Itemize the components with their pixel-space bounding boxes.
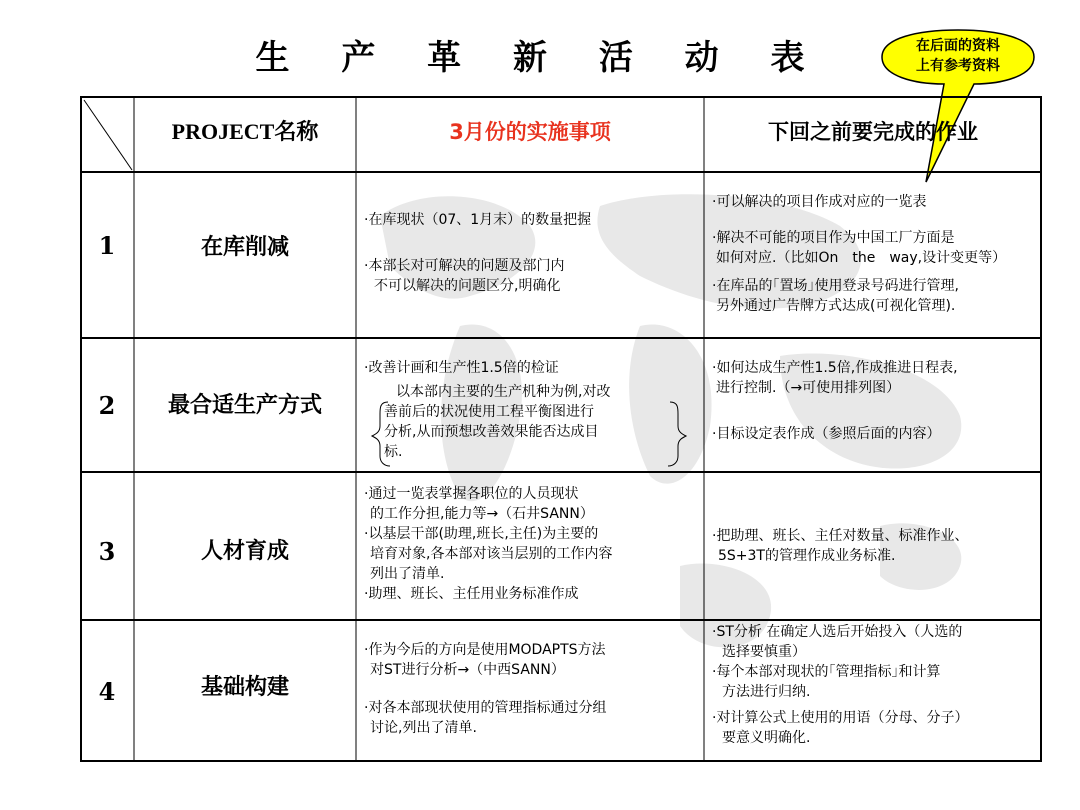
callout-balloon (878, 28, 1038, 86)
next-tasks-cell (712, 358, 1040, 444)
text-line: ·助理、班长、主任用业务标准作成 (364, 586, 579, 602)
text-line: 以本部内主要的生产机种为例,对改 (396, 384, 611, 400)
header-project-name: PROJECT名称 (171, 119, 319, 144)
project-name: 基础构建 (200, 675, 289, 700)
text-line: 讨论,列出了清单. (370, 720, 477, 736)
text-line: 的工作分担,能力等→（石井SANN） (370, 506, 594, 522)
callout-text (878, 36, 1038, 76)
text-line: 方法进行归纳. (722, 684, 811, 700)
text-line: 不可以解决的问题区分,明确化 (374, 278, 561, 294)
header-next-tasks: 下回之前要完成的作业 (768, 120, 978, 144)
text-line: ·对计算公式上使用的用语（分母、分子） (712, 710, 969, 726)
text-line: ·可以解决的项目作成对应的一览表 (712, 194, 927, 210)
text-line: 另外通过广告牌方式达成(可视化管理). (716, 298, 956, 314)
text-line: 培育对象,各本部对该当层别的工作内容 (370, 546, 613, 562)
text-line: 要意义明确化. (722, 730, 811, 746)
text-line: ·每个本部对现状的｢管理指标｣和计算 (712, 664, 941, 680)
callout-line-1: 在后面的资料 (916, 38, 1000, 54)
text-line: ·解决不可能的项目作为中国工厂方面是 (712, 230, 955, 246)
text-line: 列出了清单. (370, 566, 445, 582)
text-line: 善前后的状况使用工程平衡图进行 (384, 404, 594, 420)
row-number: 4 (98, 677, 116, 706)
page-title: 生 产 革 新 活 动 表 (255, 38, 825, 78)
text-line: ·ST分析 在确定人选后开始投入（人选的 (712, 624, 963, 640)
text-line: 对ST进行分析→（中西SANN） (370, 662, 565, 678)
text-line: ·本部长对可解决的问题及部门内 (364, 258, 565, 274)
next-tasks-cell (712, 192, 1040, 316)
march-items-cell (364, 358, 698, 462)
activity-table (80, 96, 1042, 762)
march-items-cell (364, 640, 698, 738)
text-line: 如何对应.（比如On the way,设计变更等） (716, 250, 1007, 266)
text-line: ·通过一览表掌握各职位的人员现状 (364, 486, 579, 502)
project-name: 人材育成 (200, 539, 289, 564)
march-items-cell (364, 484, 698, 604)
header-march-items: 3月份的实施事项 (449, 120, 611, 144)
text-line: 5S+3T的管理作成业务标准. (718, 548, 896, 564)
text-line: ·在库品的｢置场｣使用登录号码进行管理, (712, 278, 959, 294)
text-line: 标. (384, 444, 403, 460)
text-line: 选择要慎重） (722, 644, 806, 660)
text-line: ·把助理、班长、主任对数量、标准作业、 (712, 528, 969, 544)
text-line: ·作为今后的方向是使用MODAPTS方法 (364, 642, 606, 658)
next-tasks-cell (712, 622, 1040, 748)
callout-line-2: 上有参考资料 (916, 58, 1000, 74)
row-number: 2 (98, 391, 116, 420)
project-name: 在库削减 (200, 235, 289, 260)
project-name: 最合适生产方式 (167, 393, 322, 418)
text-line: ·改善计画和生产性1.5倍的检证 (364, 360, 559, 376)
row-number: 1 (98, 231, 116, 260)
row-number: 3 (98, 537, 116, 566)
text-line: ·如何达成生产性1.5倍,作成推进日程表, (712, 360, 958, 376)
text-line: 分析,从而预想改善效果能否达成目 (384, 424, 599, 440)
text-line: ·在库现状（07、1月末）的数量把握 (364, 212, 592, 228)
text-line: ·对各本部现状使用的管理指标通过分组 (364, 700, 607, 716)
text-line: ·目标设定表作成（参照后面的内容） (712, 426, 941, 442)
text-line: 进行控制.（→可使用排列图） (716, 380, 901, 396)
march-items-cell (364, 210, 698, 296)
next-tasks-cell (712, 526, 1040, 566)
text-line: ·以基层干部(助理,班长,主任)为主要的 (364, 526, 599, 542)
